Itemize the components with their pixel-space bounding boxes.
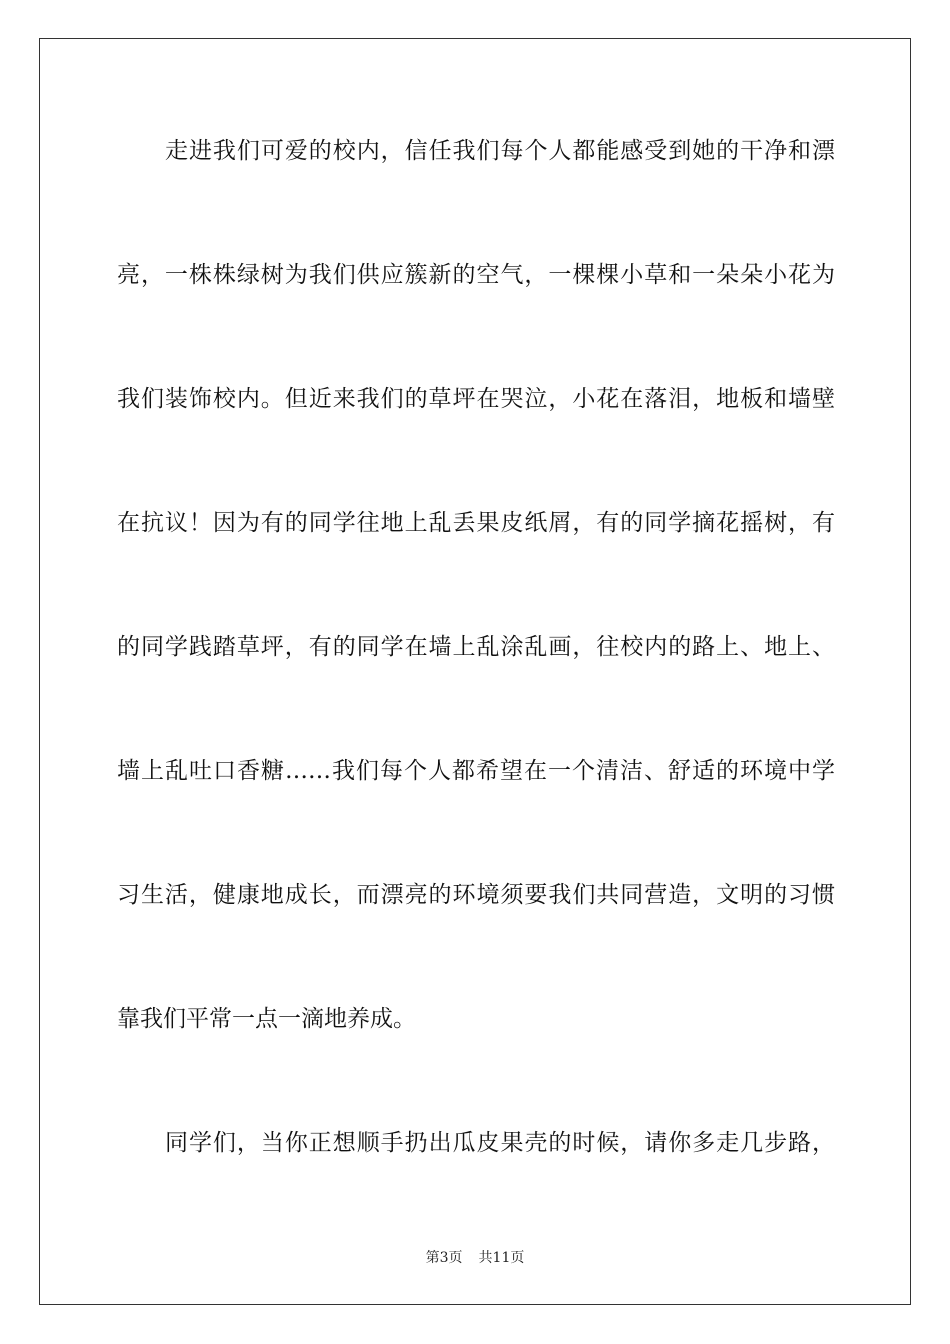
paragraph-line: 的同学践踏草坪，有的同学在墙上乱涂乱画，往校内的路上、地上、 (117, 634, 835, 660)
paragraph-line: 走进我们可爱的校内，信任我们每个人都能感受到她的干净和漂 (165, 138, 835, 164)
paragraph-line: 墙上乱吐口香糖……我们每个人都希望在一个清洁、舒适的环境中学 (117, 758, 835, 784)
paragraph-line: 习生活，健康地成长，而漂亮的环境须要我们共同营造，文明的习惯 (117, 882, 835, 908)
paragraph-line: 同学们，当你正想顺手扔出瓜皮果壳的时候，请你多走几步路， (165, 1130, 835, 1156)
page-number-current: 第3页 (425, 1250, 463, 1266)
paragraph-line: 亮，一株株绿树为我们供应簇新的空气，一棵棵小草和一朵朵小花为 (117, 262, 835, 288)
paragraph-line: 在抗议！因为有的同学往地上乱丢果皮纸屑，有的同学摘花摇树，有 (117, 510, 835, 536)
paragraph-line: 靠我们平常一点一滴地养成。 (117, 1006, 416, 1032)
page-number-total: 共11页 (478, 1250, 525, 1266)
page-border (39, 38, 911, 1305)
page-footer (0, 1247, 950, 1267)
paragraph-line: 我们装饰校内。但近来我们的草坪在哭泣，小花在落泪，地板和墙壁 (117, 386, 835, 412)
